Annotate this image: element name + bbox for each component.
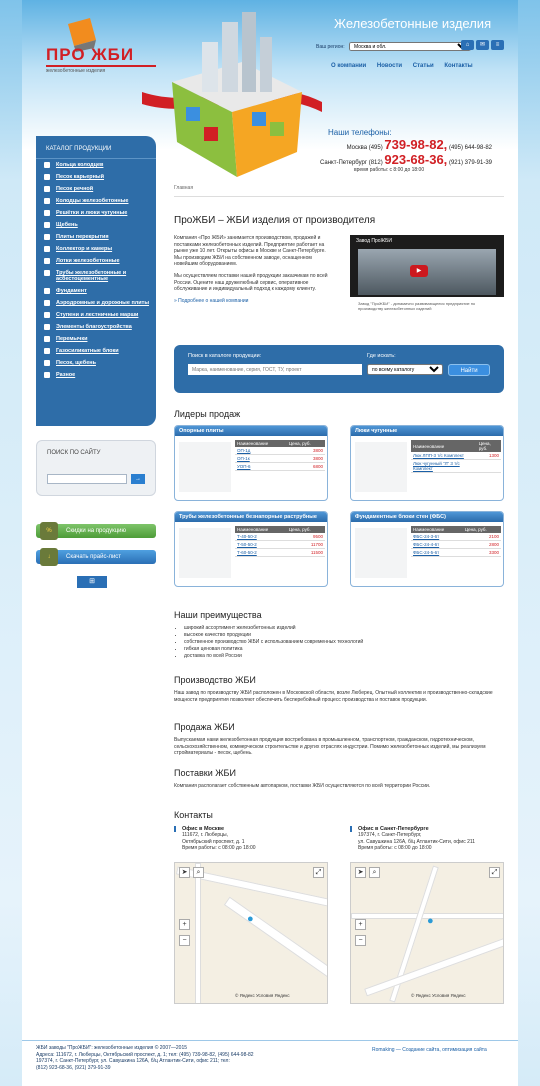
production-section: Производство ЖБИ Наш завод по производству ЖБИ расположен в Московской области, возле Люберец. Опытный коллектив и производственно-складские мощности предприятия позволяют обеспечить бесперебойный процесс производства и поставок продукции. (174, 675, 493, 703)
site-search-title: ПОИСК ПО САЙТУ (47, 450, 101, 456)
logo-tagline: железобетонные изделия (46, 65, 156, 74)
product-price: 2100 (463, 533, 501, 541)
map-move-icon[interactable]: ➤ (179, 867, 190, 878)
product-box (174, 511, 328, 587)
zoom-in-icon[interactable]: + (355, 919, 366, 930)
header-icons (459, 40, 504, 50)
footer-copyright: ЖБИ заводы "ПроЖБИ": железобетонные изделия © 2007—2015 (36, 1045, 188, 1051)
advantage-item: • собственное производство ЖБИ с использованием современных технологий (184, 639, 504, 646)
play-icon[interactable]: ▶ (410, 265, 428, 277)
table-row (235, 541, 325, 549)
map-pin-icon[interactable]: ● (247, 913, 254, 925)
map-moscow[interactable] (174, 862, 328, 1004)
developer-link[interactable]: Romaking — Создание сайта, оптимизация сайта (372, 1047, 487, 1053)
product-link[interactable]: Люк ЛПП-3 т/с Комплект (411, 452, 477, 460)
page-title: ПроЖБИ – ЖБИ изделия от производителя (174, 215, 376, 226)
logo-text: ПРО ЖБИ (46, 45, 135, 64)
catalog-item[interactable]: Аэродромные и дорожные плиты (44, 297, 156, 309)
catalog-item[interactable]: Газосиликатные блоки (44, 345, 156, 357)
product-box-title[interactable]: Опорные плиты (175, 426, 327, 436)
catalog-item[interactable]: Решётки и люки чугунные (44, 207, 156, 219)
map-pin-icon[interactable]: ● (427, 915, 434, 927)
work-hours: время работы: с 8:00 до 18:00 (354, 167, 425, 173)
product-link[interactable]: ОП-1к (235, 455, 287, 463)
product-link[interactable]: УОП-6 (235, 463, 287, 471)
delivery-section: Поставки ЖБИ Компания располагает собственным автопарком, поставки ЖБИ осуществляются по всей территории России. (174, 768, 431, 789)
site-search (36, 440, 156, 496)
main-content (174, 185, 504, 998)
map-zoom-tool-icon[interactable]: ⌕ (369, 867, 380, 878)
catalog-title: КАТАЛОГ ПРОДУКЦИИ (36, 136, 156, 159)
product-link[interactable]: ОП-1д (235, 447, 287, 455)
zoom-out-icon[interactable]: − (179, 935, 190, 946)
discounts-button[interactable]: % Скидки на продукцию (36, 524, 156, 538)
catalog-item[interactable]: Песок речной (44, 183, 156, 195)
video-title: Завод ПроЖБИ (356, 238, 393, 244)
product-price: 6800 (287, 463, 325, 471)
map-move-icon[interactable]: ➤ (355, 867, 366, 878)
product-price: 2800 (463, 541, 501, 549)
product-image[interactable] (355, 528, 407, 578)
product-box-title[interactable]: Фундаментные блоки стен (ФБС) (351, 512, 503, 522)
fullscreen-icon[interactable]: ⤢ (313, 867, 324, 878)
table-row (235, 549, 325, 557)
catalog-sidebar (36, 136, 156, 426)
product-price: 3300 (463, 549, 501, 557)
catalog-list (36, 159, 156, 381)
sitemap-button[interactable]: ⊞ (77, 576, 107, 588)
product-link[interactable]: Т-60-50-2 (235, 549, 287, 557)
region-select[interactable] (349, 42, 471, 51)
product-price: 9500 (287, 533, 325, 541)
catalog-item[interactable]: Песок, щебень (44, 357, 156, 369)
price-table: Наименование Цена, руб. Люк ЛПП-3 т/с Комплект 1300 Люк чугунный "Л" 3 т/с Комплект (413, 441, 499, 471)
map-credit[interactable]: © Яндекс Условия Яндекс (235, 993, 290, 998)
page (22, 0, 518, 1086)
catalog-item[interactable]: Перемычки (44, 333, 156, 345)
product-link[interactable]: ФБС-24-3-6т (411, 533, 463, 541)
table-row (235, 447, 325, 455)
footer (22, 1040, 518, 1086)
product-link[interactable]: ФБС-24-5-6т (411, 549, 463, 557)
zoom-out-icon[interactable]: − (355, 935, 366, 946)
sales-section: Продажа ЖБИ Выпускаемая нами железобетонная продукция востребована в промышленном, транспортном, гражданском, гидротехническом, сельскохозяйственном, коммерческом строительстве и других отраслях индустрии. Помимо железобетонных изделий, мы реализуем стройматериалы - песок, щебень. (174, 722, 486, 756)
table-row (411, 533, 501, 541)
spb-phone: Санкт-Петербург (812) 923-68-36, (921) 379-91-39 (319, 152, 492, 167)
about-link[interactable]: » Подробнее о нашей компании (174, 297, 249, 304)
video-caption: Завод "ПроЖБИ" - динамично развивающееся предприятие по производству железобетонных изделий (350, 297, 504, 323)
table-row (235, 533, 325, 541)
nav-contacts[interactable]: Контакты (444, 63, 473, 69)
mail-icon[interactable]: ✉ (476, 40, 489, 50)
nav-about[interactable]: О компании (331, 63, 367, 69)
product-link[interactable]: ФБС-24-4-6т (411, 541, 463, 549)
product-box-title[interactable]: Трубы железобетонные безнапорные раструбные (175, 512, 327, 522)
nav-articles[interactable]: Статьи (412, 63, 434, 69)
table-row (411, 541, 501, 549)
advantage-item: • гибкая ценовая политика (184, 646, 504, 653)
site-search-button[interactable]: → (131, 474, 145, 484)
nav-news[interactable]: Новости (376, 63, 403, 69)
intro-text: Компания «Про ЖБИ» занимается производством, продажей и поставками железобетонных изделий. Предприятие работает на рынке уже 10 лет. Открыты офисы в Москве и Санкт-Петербурге. Мы производим ЖБИ на собственном заводе, оснащенном новейшим оборудованием. Мы осуществляем поставки нашей продукции заказчикам по всей России. Оцените наш дружелюбный сервис, оперативное обслуживание и индивидуальный подход к каждому клиенту. » Подробнее о нашей компании (174, 235, 328, 304)
catalog-item[interactable]: Колодцы железобетонные (44, 195, 156, 207)
top-nav (322, 63, 473, 69)
catalog-item[interactable]: Кольца колодцев (44, 159, 156, 171)
table-row (235, 463, 325, 471)
phones-label: Наши телефоны: (328, 128, 392, 137)
catalog-item[interactable]: Плиты перекрытия (44, 231, 156, 243)
discount-icon: % (40, 522, 58, 540)
where-label: Где искать: (367, 353, 396, 359)
product-image[interactable] (179, 442, 231, 492)
download-icon: ↓ (40, 548, 58, 566)
table-row (411, 549, 501, 557)
catalog-item[interactable]: Элементы благоустройства (44, 321, 156, 333)
product-box (350, 425, 504, 501)
video-player[interactable] (350, 235, 504, 323)
map-zoom-tool-icon[interactable]: ⌕ (193, 867, 204, 878)
where-select[interactable] (367, 364, 443, 375)
find-button[interactable]: Найти (448, 364, 490, 376)
catalog-item[interactable]: Разное (44, 369, 156, 381)
footer-address-spb: 197374, г. Санкт-Петербург, ул. Савушкина 126А, б/ц Атлантик-Сити, офис 211; тел: (36, 1058, 230, 1064)
table-row (235, 455, 325, 463)
moscow-phone: Москва (495) 739-98-82, (495) 644-98-82 (346, 137, 492, 152)
catalog-item[interactable]: Песок карьерный (44, 171, 156, 183)
map-spb[interactable] (350, 862, 504, 1004)
office-moscow: Офис в Москве 111672, г. Люберцы, Октябрьский проспект, д. 1 Время работы: с 08:00 до 18:00 (174, 826, 334, 852)
product-price: 1300 (477, 452, 501, 460)
product-price: 3800 (287, 455, 325, 463)
contacts-title: Контакты (174, 810, 213, 820)
product-link[interactable]: Т-40-50-2 (235, 533, 287, 541)
breadcrumb[interactable]: Главная (174, 185, 504, 197)
price-list-button[interactable]: ↓ Скачать прайс-лист (36, 550, 156, 564)
product-price: 11500 (287, 549, 325, 557)
contacts-section (174, 810, 504, 998)
product-box (350, 511, 504, 587)
footer-address: Адреса: 111672, г. Люберцы, Октябрьский проспект, д. 1; тел: (495) 739-98-82, (495) 644-98-82 (36, 1051, 254, 1058)
table-row (411, 460, 501, 473)
catalog-item[interactable]: Лотки железобетонные (44, 255, 156, 267)
footer-phones: (812) 923-68-36, (921) 379-91-39 (36, 1064, 111, 1071)
product-image[interactable] (355, 442, 407, 492)
product-link[interactable]: Т-50-50-2 (235, 541, 287, 549)
product-price: 11700 (287, 541, 325, 549)
price-table: Наименование Цена, руб. Т-40-50-2 9500 Т-50-50-2 11700 Т-60-50-2 11500 (237, 527, 323, 555)
product-price: 3800 (287, 447, 325, 455)
advantage-item: • широкий ассортимент железобетонных изделий (184, 625, 504, 632)
table-row (411, 452, 501, 460)
catalog-item[interactable]: Ступени и лестничные марши (44, 309, 156, 321)
advantage-item: • доставка по всей России (184, 653, 504, 660)
catalog-search-label: Поиск в каталоге продукции: (188, 353, 262, 359)
catalog-item[interactable]: Коллектор и камеры (44, 243, 156, 255)
fullscreen-icon[interactable]: ⤢ (489, 867, 500, 878)
product-price (477, 460, 501, 473)
catalog-search (174, 345, 504, 393)
product-link[interactable]: Люк чугунный "Л" 3 т/с Комплект (411, 460, 477, 473)
product-box (174, 425, 328, 501)
office-spb: Офис в Санкт-Петербурге 197374, г. Санкт-Петербург, ул. Савушкина 126А, б/ц Атлантик-Сити, офис 211 Время работы: с 08:00 до 18:00 (350, 826, 510, 852)
price-table: Наименование Цена, руб. ФБС-24-3-6т 2100 ФБС-24-4-6т 2800 ФБС-24-5-6т 3300 (413, 527, 499, 555)
sitemap-icon[interactable]: ≡ (491, 40, 504, 50)
site-title: Железобетонные изделия (334, 16, 492, 31)
region-label: Ваш регион: (316, 44, 345, 50)
leaders-title: Лидеры продаж (174, 409, 241, 419)
advantages-section: Наши преимущества • широкий ассортимент железобетонных изделий • высокое качество продукции • собственное производство ЖБИ с использованием современных технологий • гибкая ценовая политика • доставка по всей России (174, 610, 504, 660)
catalog-item[interactable]: Фундамент (44, 285, 156, 297)
region-selector (316, 42, 471, 51)
site-search-input[interactable] (47, 474, 127, 484)
zoom-in-icon[interactable]: + (179, 919, 190, 930)
product-box-title[interactable]: Люки чугунные (351, 426, 503, 436)
catalog-search-input[interactable] (188, 364, 362, 375)
advantage-item: • высокое качество продукции (184, 632, 504, 639)
product-image[interactable] (179, 528, 231, 578)
map-credit[interactable]: © Яндекс Условия Яндекс (411, 993, 466, 998)
price-table: Наименование Цена, руб. ОП-1д 3800 ОП-1к 3800 УОП-6 6800 (237, 441, 323, 469)
phones-block (292, 128, 492, 173)
catalog-item[interactable]: Трубы железобетонные и асбестоцементные (44, 267, 156, 285)
home-icon[interactable]: ⌂ (461, 40, 474, 50)
catalog-item[interactable]: Щебень (44, 219, 156, 231)
